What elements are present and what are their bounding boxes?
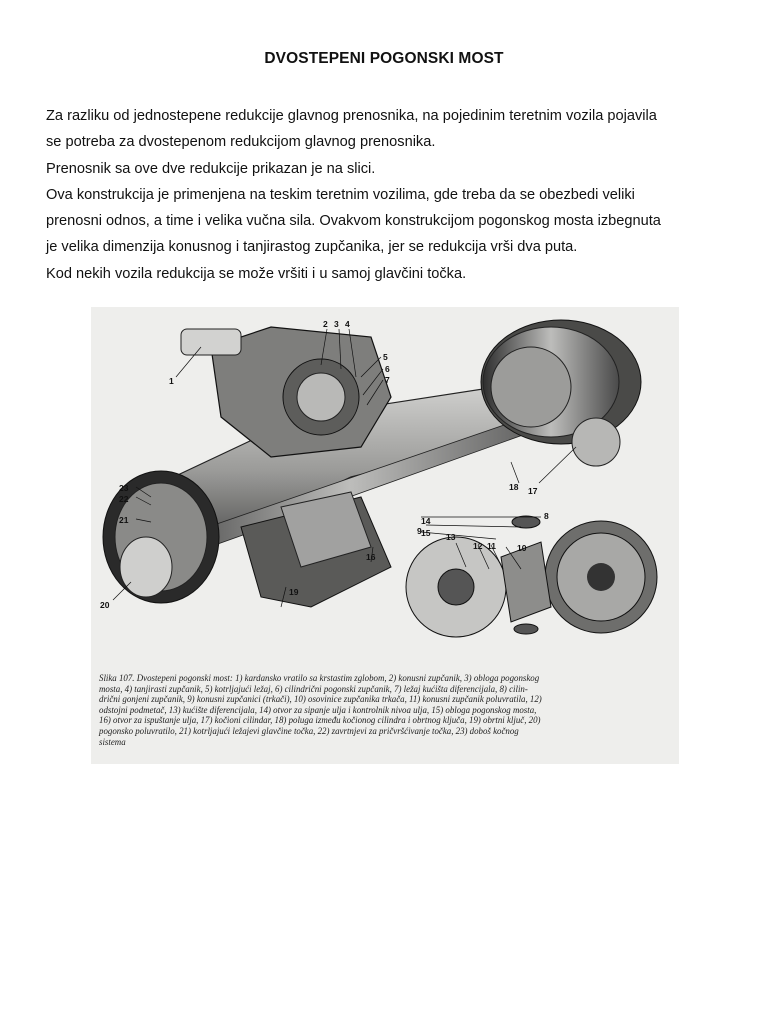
callout-8: 8 [544, 511, 549, 521]
callout-23: 23 [119, 483, 129, 493]
callout-21: 21 [119, 515, 129, 525]
callout-14: 14 [421, 516, 431, 526]
caption-line: pogonsko poluvratilo, 21) kotrljajući ležajevi glavčine točka, 22) zavrtnjevi za pričvršćivanje točka, 23) doboš kočnog [99, 725, 519, 736]
figure-caption [99, 673, 671, 747]
callout-19: 19 [289, 587, 299, 597]
callout-3: 3 [334, 319, 339, 329]
page-title: DVOSTEPENI POGONSKI MOST [264, 50, 504, 67]
callout-7: 7 [385, 375, 390, 385]
caption-line: sistema [99, 736, 126, 747]
paragraph-line: prenosni odnos, a time i velika vučna sila. Ovakvom konstrukcijom pogonskog mosta izbegnuta [46, 213, 661, 230]
callout-20: 20 [100, 600, 110, 610]
paragraph-line: Ova konstrukcija je primenjena na teskim teretnim vozilima, gde treba da se obezbedi veliki [46, 186, 635, 203]
body-text [46, 103, 736, 287]
callout-1: 1 [169, 376, 174, 386]
callout-16: 16 [366, 552, 376, 562]
caption-line: odstojni podmetač, 13) kućište diferencijala, 14) otvor za sipanje ulja i kontrolnik nivoa ulja, 15) obloga pogonskog mosta, [99, 704, 537, 715]
paragraph-line: Prenosnik sa ove dve redukcije prikazan je na slici. [46, 160, 376, 177]
callout-17: 17 [528, 486, 538, 496]
caption-line: mosta, 4) tanjirasti zupčanik, 5) kotrljajući ležaj, 6) cilindrični pogonski zupčanik, 7) ležaj kućišta diferencijala, 8) cilin- [99, 683, 528, 694]
callout-10: 10 [517, 543, 527, 553]
paragraph-line: se potreba za dvostepenom redukcijom glavnog prenosnika. [46, 134, 436, 151]
callout-6: 6 [385, 364, 390, 374]
paragraph-line: Za razliku od jednostepene redukcije glavnog prenosnika, na pojedinim teretnim vozila pojavila [46, 108, 657, 124]
caption-line: drični gonjeni zupčanik, 9) konusni zupčanici (trkači), 10) osovinice zupčanika trkača, 11) konusni zupčanik poluvratila, 12) [99, 694, 542, 705]
paragraph-line: Kod nekih vozila redukcija se može vršiti i u samoj glavčini točka. [46, 265, 467, 282]
callout-12: 12 [473, 541, 483, 551]
callout-5: 5 [383, 352, 388, 362]
caption-line: 16) otvor za ispuštanje ulja, 17) kočioni cilindar, 18) poluga između kočionog cilindra i obrtnog ključa, 19) obrtni ključ, 20) [99, 715, 541, 726]
callout-4: 4 [345, 319, 350, 329]
callout-2: 2 [323, 319, 328, 329]
callout-13: 13 [446, 532, 456, 542]
callout-18: 18 [509, 482, 519, 492]
axle-illustration-figure [91, 307, 679, 764]
callout-9: 9 [417, 526, 422, 536]
callout-22: 22 [119, 494, 129, 504]
callout-15: 15 [421, 528, 431, 538]
paragraph-line: je velika dimenzija konusnog i tanjirastog zupčanika, jer se redukcija vrši dva puta. [46, 239, 578, 256]
caption-line: Slika 107. Dvostepeni pogonski most: 1) kardansko vratilo sa krstastim zglobom, 2) konusni zupčanik, 3) obloga pogonskog [99, 673, 540, 683]
callout-11: 11 [487, 541, 496, 551]
